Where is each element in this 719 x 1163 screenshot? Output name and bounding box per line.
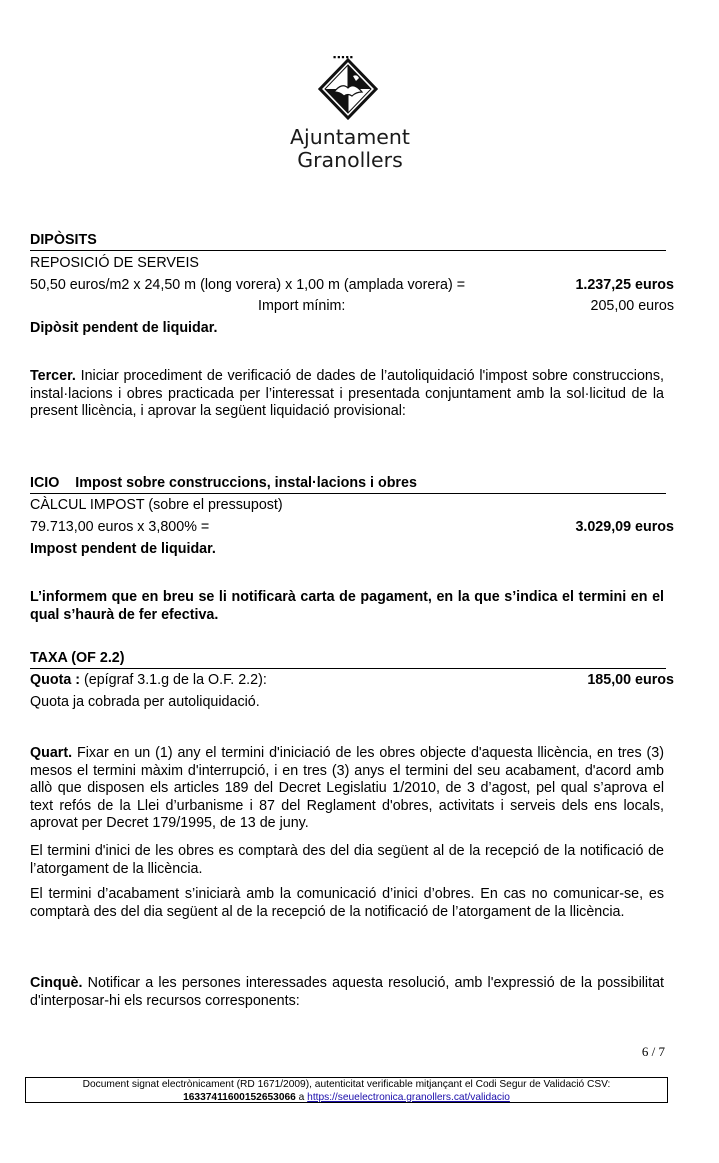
diposits-min-amount: 205,00 euros <box>590 298 674 314</box>
taxa-quota-label: Quota : <box>30 672 81 688</box>
quart-paragraph <box>30 745 664 833</box>
payment-notice: L’informem que en breu se li notificarà carta de pagament, en la que s’indica el termini en el qual s’haurà de fer efectiva. <box>30 589 664 623</box>
validation-link[interactable]: https://seuelectronica.granollers.cat/validacio <box>307 1091 510 1103</box>
taxa-quota-amount: 185,00 euros <box>587 672 674 688</box>
quart-text: Fixar en un (1) any el termini d'iniciació de les obres objecte d'aquesta llicència, en tres (3) mesos el termini màxim d'interrupció, i en tres (3) anys el termini del seu acabament, d'acord amb allò que disposen els articles 189 del Decret Legislatiu 1/2010, de 3 d’agost, pel qual s’aprova el text refós de la Llei d’urbanisme i 87 del Reglament d'obres, activitats i serveis dels ens locals, aprovat per Decret 179/1995, de 13 de juny. <box>30 745 664 831</box>
footer-line-2 <box>26 1092 667 1105</box>
footer-line-1: Document signat electrònicament (RD 1671/2009), autenticitat verificable mitjançant el Codi Segur de Validació CSV: <box>82 1079 611 1090</box>
quart-paragraph-3: El termini d’acabament s’iniciarà amb la comunicació d’inici d’obres. En cas no comunicar-se, es comptarà des del dia següent al de la recepció de la notificació de l’atorgament de la llicència. <box>30 886 664 920</box>
csv-code: 16337411600152653066 <box>183 1091 296 1103</box>
page-number: 6 / 7 <box>641 1044 665 1059</box>
cinque-label: Cinquè. <box>30 975 83 991</box>
signature-footer <box>25 1077 668 1103</box>
diposits-subtitle: REPOSICIÓ DE SERVEIS <box>30 255 199 271</box>
tercer-text: Iniciar procediment de verificació de dades de l’autoliquidació l'impost sobre construccions, instal·lacions i obres practicada per l’interessat i presentada conjuntament amb la sol·licitud de la present llicència, i aprovar la següent liquidació provisional: <box>30 368 664 419</box>
quart-label: Quart. <box>30 745 73 761</box>
tercer-paragraph <box>30 368 664 421</box>
cinque-paragraph <box>30 975 664 1010</box>
brand-line-1: Ajuntament <box>290 125 410 149</box>
taxa-quota-line <box>30 672 267 689</box>
taxa-quota-text: (epígraf 3.1.g de la O.F. 2.2): <box>80 672 267 688</box>
cinque-text: Notificar a les persones interessades aquesta resolució, amb l'expressió de la possibilitat d'interposar-hi els recursos corresponents: <box>30 975 664 1009</box>
icio-calc-text: 79.713,00 euros x 3,800% = <box>30 519 210 535</box>
brand-line-2: Granollers <box>297 148 403 172</box>
tercer-label: Tercer. <box>30 368 76 384</box>
taxa-note: Quota ja cobrada per autoliquidació. <box>30 694 260 710</box>
icio-subtitle: CÀLCUL IMPOST (sobre el pressupost) <box>30 497 283 513</box>
icio-heading: ICIO Impost sobre construccions, instal·lacions i obres <box>30 475 666 494</box>
diposits-calc-amount: 1.237,25 euros <box>575 277 674 293</box>
taxa-heading: TAXA (OF 2.2) <box>30 650 666 669</box>
diposits-calc-text: 50,50 euros/m2 x 24,50 m (long vorera) x 1,00 m (amplada vorera) = <box>30 277 466 293</box>
diposits-heading: DIPÒSITS <box>30 232 666 251</box>
brand-name <box>280 126 420 172</box>
icio-pending: Impost pendent de liquidar. <box>30 541 216 557</box>
crown-dots: ▪▪▪▪▪ <box>333 52 354 62</box>
icio-calc-amount: 3.029,09 euros <box>575 519 674 535</box>
quart-paragraph-2: El termini d'inici de les obres es comptarà des del dia següent al de la recepció de la notificació de l’atorgament de la llicència. <box>30 843 664 877</box>
granollers-shield-icon <box>318 56 378 122</box>
diposits-pending: Dipòsit pendent de liquidar. <box>30 320 218 336</box>
diposits-min-label: Import mínim: <box>258 298 346 314</box>
footer-connector: a <box>295 1091 308 1103</box>
